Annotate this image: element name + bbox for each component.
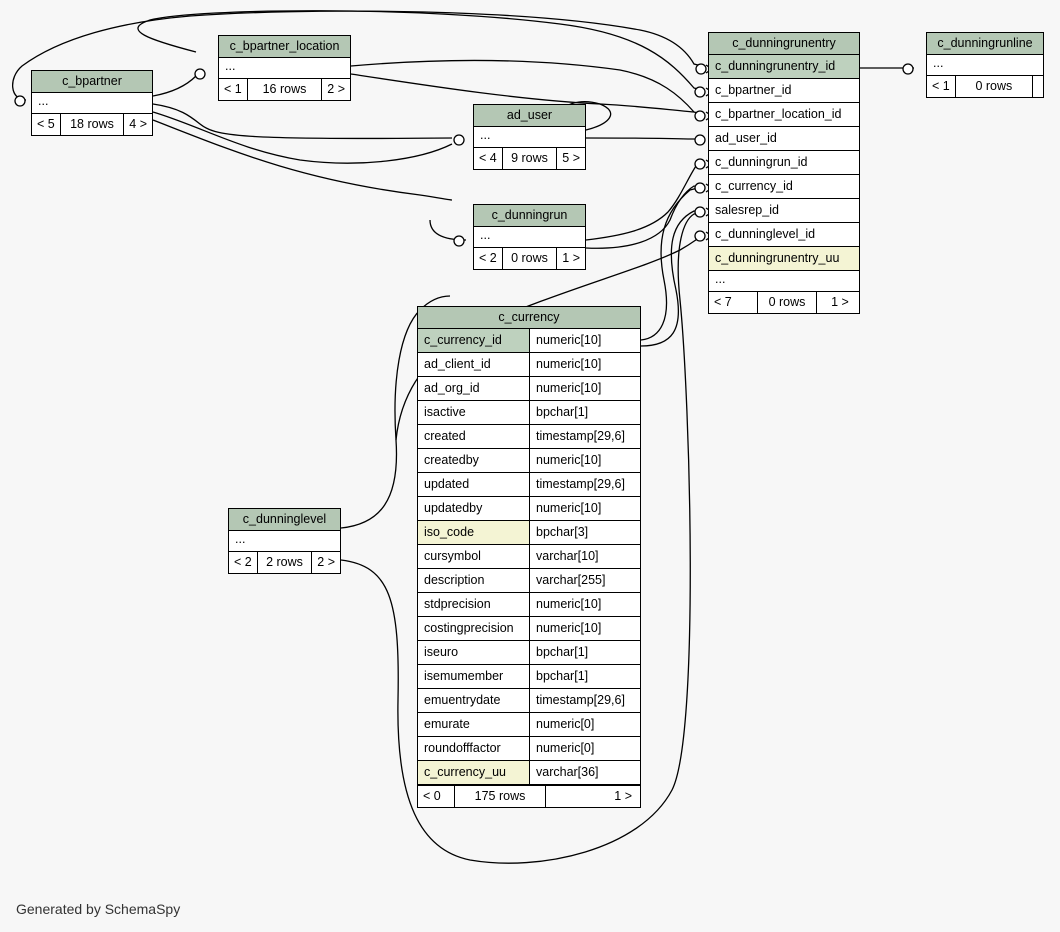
column-type: timestamp[29,6] — [529, 425, 640, 448]
footer-row-count: 0 rows — [955, 76, 1033, 97]
column-name: createdby — [424, 453, 479, 467]
table-c_bpartner[interactable] — [31, 70, 153, 136]
column-row — [709, 199, 859, 223]
column-name: c_currency_id — [418, 329, 529, 352]
column-name: roundofffactor — [424, 741, 501, 755]
column-row — [418, 353, 640, 377]
column-name: costingprecision — [424, 621, 514, 635]
column-row — [709, 127, 859, 151]
column-type: numeric[10] — [529, 329, 640, 352]
column-type: varchar[10] — [529, 545, 640, 568]
column-name: description — [424, 573, 485, 587]
footer-right-count — [1033, 76, 1043, 97]
footer-right-count: 2 > — [327, 82, 345, 96]
footer-right-count: 5 > — [562, 151, 580, 165]
table-title: ad_user — [474, 105, 585, 127]
table-footer — [32, 113, 152, 135]
column-row — [418, 545, 640, 569]
column-type: timestamp[29,6] — [529, 473, 640, 496]
footer-row-count: 0 rows — [502, 248, 558, 269]
column-type: bpchar[1] — [529, 665, 640, 688]
footer-right-count: 1 > — [614, 789, 632, 803]
column-row — [418, 377, 640, 401]
column-row — [709, 79, 859, 103]
column-type: bpchar[3] — [529, 521, 640, 544]
column-row — [709, 247, 859, 271]
column-row — [418, 521, 640, 545]
column-type: numeric[10] — [529, 377, 640, 400]
collapsed-columns-ellipsis: ... — [235, 532, 246, 546]
table-title: c_dunningrunentry — [709, 33, 859, 55]
column-type: numeric[10] — [529, 449, 640, 472]
table-c_dunningrunentry[interactable] — [708, 32, 860, 314]
table-title: c_currency — [418, 307, 640, 329]
column-name: emuentrydate — [424, 693, 501, 707]
table-ad_user[interactable] — [473, 104, 586, 170]
column-type: varchar[36] — [529, 761, 640, 784]
table-title: c_bpartner_location — [219, 36, 350, 58]
table-c_currency[interactable] — [417, 306, 641, 808]
collapsed-columns-ellipsis: ... — [715, 272, 726, 286]
column-name: c_currency_uu — [418, 761, 529, 784]
table-title: c_dunninglevel — [229, 509, 340, 531]
column-name: stdprecision — [424, 597, 491, 611]
column-name: updatedby — [424, 501, 483, 515]
collapsed-columns-ellipsis: ... — [38, 94, 49, 108]
column-row — [418, 401, 640, 425]
table-footer — [474, 147, 585, 169]
table-c_dunninglevel[interactable] — [228, 508, 341, 574]
column-name: c_dunninglevel_id — [715, 227, 816, 241]
column-name: ad_user_id — [715, 131, 777, 145]
column-row — [418, 689, 640, 713]
footer-left-count: < 1 — [224, 82, 242, 96]
table-footer — [709, 291, 859, 313]
column-row — [418, 473, 640, 497]
table-c_dunningrun[interactable] — [473, 204, 586, 270]
column-row — [709, 151, 859, 175]
footer-row-count: 175 rows — [454, 786, 546, 807]
table-footer — [474, 247, 585, 269]
footer-right-count: 1 > — [831, 295, 849, 309]
footer-row-count: 9 rows — [502, 148, 558, 169]
column-type: numeric[10] — [529, 617, 640, 640]
column-row — [418, 713, 640, 737]
footer-left-count: < 4 — [479, 151, 497, 165]
column-row — [418, 425, 640, 449]
table-title: c_bpartner — [32, 71, 152, 93]
generated-by-caption: Generated by SchemaSpy — [16, 901, 181, 917]
table-footer — [418, 785, 640, 807]
table-title: c_dunningrun — [474, 205, 585, 227]
column-name: updated — [424, 477, 470, 491]
table-c_dunningrunline[interactable] — [926, 32, 1044, 98]
column-row — [418, 449, 640, 473]
column-name: c_dunningrunentry_id — [709, 55, 859, 78]
collapsed-columns-ellipsis: ... — [480, 128, 491, 142]
table-footer — [927, 75, 1043, 97]
column-row — [418, 761, 640, 785]
column-name: c_currency_id — [715, 179, 793, 193]
footer-row-count: 0 rows — [757, 292, 817, 313]
column-type: numeric[10] — [529, 353, 640, 376]
column-row — [418, 569, 640, 593]
column-name: created — [424, 429, 466, 443]
column-row — [709, 223, 859, 247]
collapsed-columns-ellipsis: ... — [933, 56, 944, 70]
collapsed-columns-ellipsis: ... — [480, 228, 491, 242]
footer-left-count: < 2 — [479, 251, 497, 265]
column-name: isemumember — [424, 669, 504, 683]
table-footer — [219, 78, 350, 100]
column-row — [418, 737, 640, 761]
footer-left-count: < 1 — [932, 79, 950, 93]
column-type: numeric[0] — [529, 737, 640, 760]
footer-right-count: 1 > — [562, 251, 580, 265]
column-name: c_bpartner_id — [715, 83, 792, 97]
column-type: numeric[0] — [529, 713, 640, 736]
table-footer — [229, 551, 340, 573]
footer-right-count: 4 > — [129, 117, 147, 131]
column-row — [709, 55, 859, 79]
column-type: numeric[10] — [529, 497, 640, 520]
column-row — [709, 103, 859, 127]
column-row — [418, 593, 640, 617]
column-name: iseuro — [424, 645, 459, 659]
footer-left-count: < 5 — [37, 117, 55, 131]
footer-left-count: < 7 — [714, 295, 732, 309]
column-row — [418, 617, 640, 641]
column-type: bpchar[1] — [529, 401, 640, 424]
column-name: c_dunningrunentry_uu — [709, 247, 859, 270]
column-name: cursymbol — [424, 549, 481, 563]
column-type: timestamp[29,6] — [529, 689, 640, 712]
column-name: salesrep_id — [715, 203, 779, 217]
column-name: c_bpartner_location_id — [715, 107, 842, 121]
column-row — [418, 497, 640, 521]
column-type: varchar[255] — [529, 569, 640, 592]
footer-left-count: < 2 — [234, 555, 252, 569]
footer-left-count: < 0 — [423, 789, 441, 803]
table-c_bpartner_location[interactable] — [218, 35, 351, 101]
column-row — [418, 329, 640, 353]
column-name: ad_client_id — [424, 357, 491, 371]
footer-right-count: 2 > — [317, 555, 335, 569]
column-name: emurate — [424, 717, 470, 731]
collapsed-columns-ellipsis: ... — [225, 59, 236, 73]
column-type: bpchar[1] — [529, 641, 640, 664]
column-row — [418, 641, 640, 665]
column-row — [709, 175, 859, 199]
column-type: numeric[10] — [529, 593, 640, 616]
column-name: c_dunningrun_id — [715, 155, 808, 169]
column-name: isactive — [424, 405, 466, 419]
footer-row-count: 2 rows — [257, 552, 313, 573]
column-row — [418, 665, 640, 689]
column-name: iso_code — [418, 521, 529, 544]
column-name: ad_org_id — [424, 381, 480, 395]
footer-row-count: 18 rows — [60, 114, 125, 135]
table-title: c_dunningrunline — [927, 33, 1043, 55]
footer-row-count: 16 rows — [247, 79, 323, 100]
